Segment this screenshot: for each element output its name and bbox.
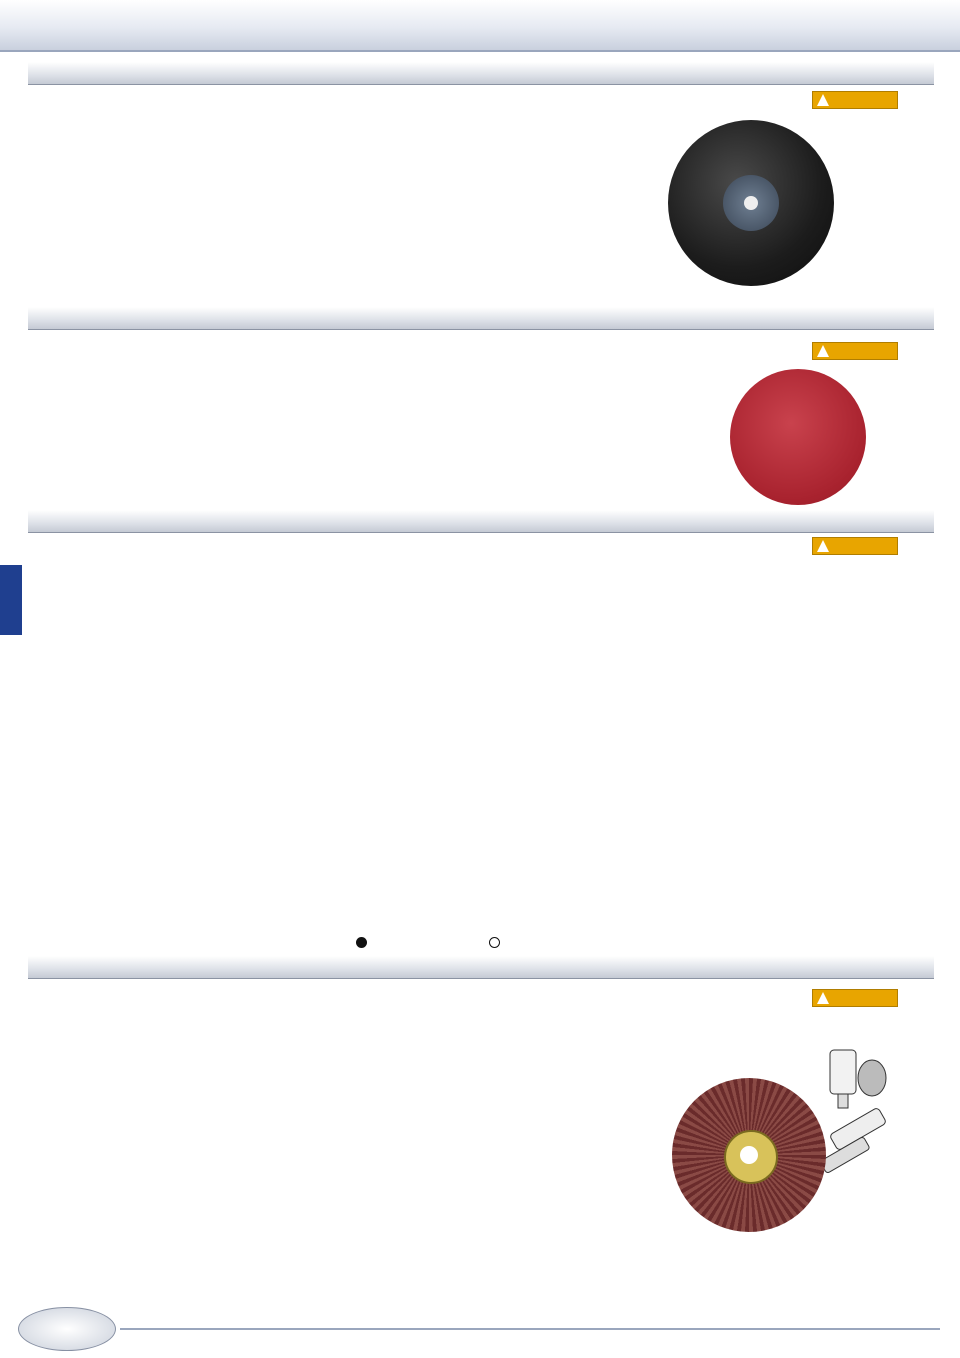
legend-filled-dot xyxy=(356,937,367,948)
side-tab-marker xyxy=(0,565,22,635)
klingspor-logo xyxy=(812,537,898,555)
rubber-pad-image xyxy=(668,120,834,286)
klingspor-logo xyxy=(812,989,898,1007)
flap-mop-image xyxy=(672,1078,826,1232)
section-bar-tepozaras xyxy=(28,307,934,330)
section-bar-gumitanyer xyxy=(28,62,934,85)
footer-rule xyxy=(120,1328,940,1330)
page-number-badge xyxy=(18,1307,116,1351)
klingspor-logo xyxy=(812,91,898,109)
spec-table-tepozaras xyxy=(62,402,322,482)
page-header-bar xyxy=(0,0,960,52)
section-bar-mop xyxy=(28,956,934,979)
legend-open-dot xyxy=(489,937,500,948)
velcro-pad-image xyxy=(730,369,866,505)
section-bar-lamellas xyxy=(28,510,934,533)
klingspor-logo xyxy=(812,342,898,360)
application-matrix xyxy=(114,565,854,933)
